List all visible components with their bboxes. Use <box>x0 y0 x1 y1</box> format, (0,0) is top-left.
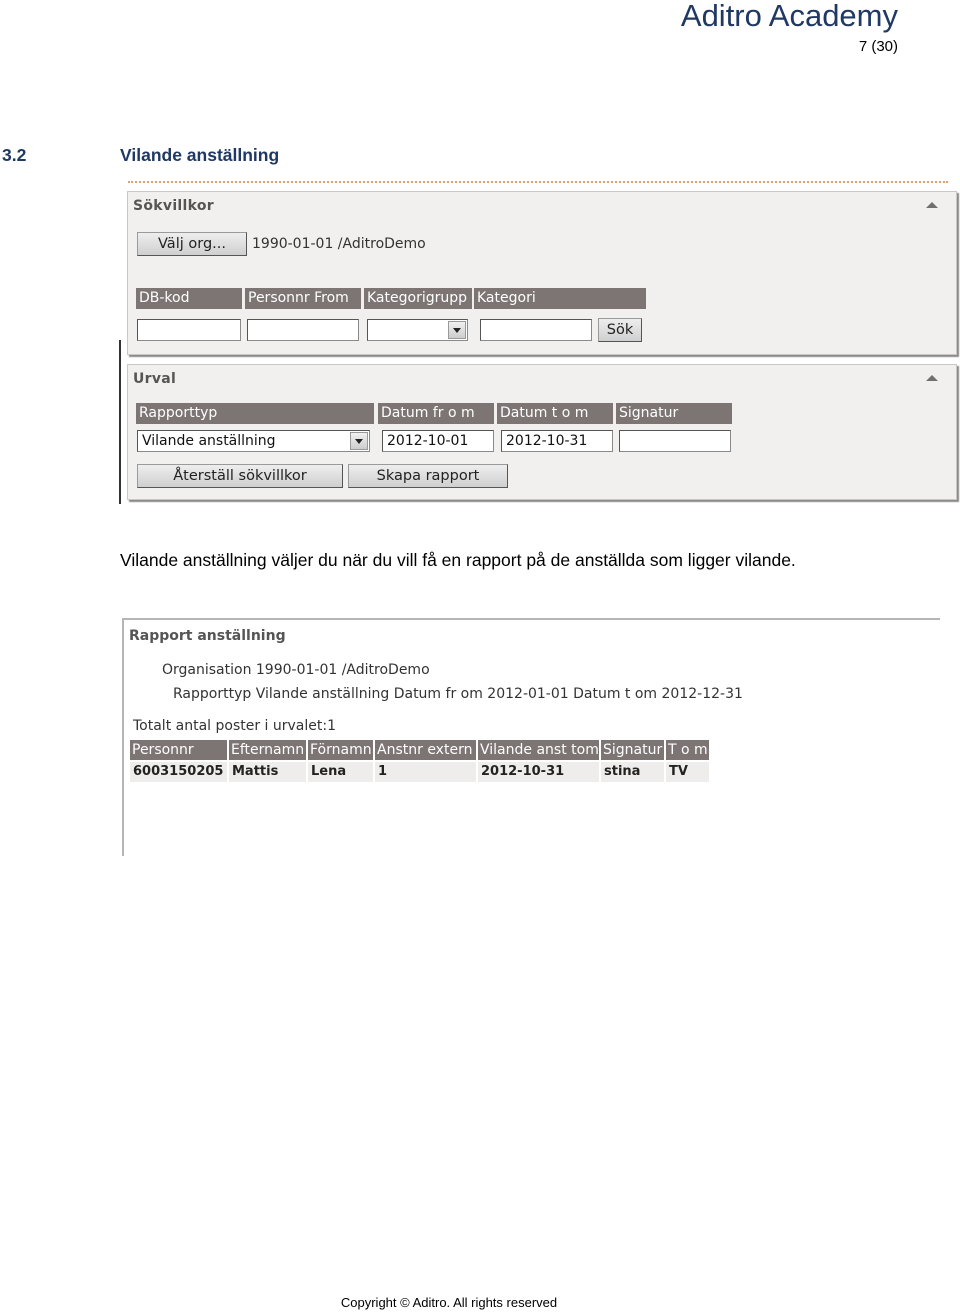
choose-org-button[interactable]: Välj org... <box>137 232 247 256</box>
date-to-input[interactable]: 2012-10-31 <box>501 430 613 452</box>
body-paragraph: Vilande anställning väljer du när du vill få en rapport på de anställda som ligger vilande. <box>120 550 796 570</box>
col-anstnr-extern: Anstnr extern <box>375 740 477 760</box>
section-heading <box>2 145 279 166</box>
total-records: Totalt antal poster i urvalet:1 <box>133 718 336 734</box>
header-datum-to: Datum t o m <box>497 403 613 424</box>
table-cell: 1 <box>375 762 477 782</box>
col-signatur: Signatur <box>601 740 665 760</box>
reset-criteria-button[interactable]: Återställ sökvillkor <box>137 464 343 488</box>
header-db-kod: DB-kod <box>136 288 242 309</box>
report-type-select[interactable] <box>137 430 370 452</box>
signature-input[interactable] <box>619 430 731 452</box>
create-report-button[interactable]: Skapa rapport <box>348 464 508 488</box>
table-cell: Lena <box>308 762 374 782</box>
db-kod-input[interactable] <box>137 319 241 341</box>
col-efternamn: Efternamn <box>229 740 307 760</box>
col-fornamn: Förnamn <box>308 740 374 760</box>
report-type-value: Vilande anställning <box>142 433 276 449</box>
header-rapporttyp: Rapporttyp <box>136 403 374 424</box>
col-t-o-m: T o m <box>666 740 710 760</box>
section-title: Vilande anställning <box>120 145 280 165</box>
table-cell: 6003150205 <box>130 762 228 782</box>
chevron-down-icon[interactable] <box>448 321 466 339</box>
brand-title: Aditro Academy <box>680 0 898 33</box>
search-button[interactable]: Sök <box>598 318 642 342</box>
chevron-down-icon[interactable] <box>350 432 368 450</box>
report-title: Rapport anställning <box>129 628 286 644</box>
organisation-line: Organisation 1990-01-01 /AditroDemo <box>162 662 430 678</box>
frame-edge <box>119 340 121 504</box>
date-from-input[interactable]: 2012-10-01 <box>382 430 494 452</box>
header-kategori: Kategori <box>474 288 646 309</box>
col-vilande-anst-tom: Vilande anst tom <box>480 742 599 758</box>
panel-title-search: Sökvillkor <box>133 198 214 214</box>
table-cell: Mattis <box>229 762 307 782</box>
collapse-icon[interactable] <box>926 375 938 381</box>
kategori-input[interactable] <box>480 319 592 341</box>
col-personnr: Personnr <box>130 740 228 760</box>
search-form-screenshot <box>118 178 960 505</box>
header-datum-from: Datum fr o m <box>378 403 494 424</box>
selection-panel <box>127 364 957 500</box>
collapse-icon[interactable] <box>926 202 938 208</box>
header-signatur: Signatur <box>616 403 732 424</box>
header-kategorigrupp: Kategorigrupp <box>364 288 472 309</box>
table-cell: stina <box>601 762 665 782</box>
report-screenshot <box>122 618 940 856</box>
org-value: 1990-01-01 /AditroDemo <box>252 236 426 252</box>
copyright-footer: Copyright © Aditro. All rights reserved <box>340 1295 558 1310</box>
table-cell: TV <box>666 762 710 782</box>
header-personnr-from: Personnr From <box>245 288 361 309</box>
section-number: 3.2 <box>2 145 27 165</box>
criteria-line: Rapporttyp Vilande anställning Datum fr om 2012-01-01 Datum t om 2012-12-31 <box>173 686 743 702</box>
page-number: 7 (30) <box>858 38 898 55</box>
dotted-divider <box>128 181 948 183</box>
personnr-from-input[interactable] <box>247 319 359 341</box>
panel-title-selection: Urval <box>133 371 177 387</box>
kategorigrupp-select[interactable] <box>367 319 468 341</box>
table-cell: 2012-10-31 <box>478 762 600 782</box>
search-criteria-panel <box>127 191 957 355</box>
